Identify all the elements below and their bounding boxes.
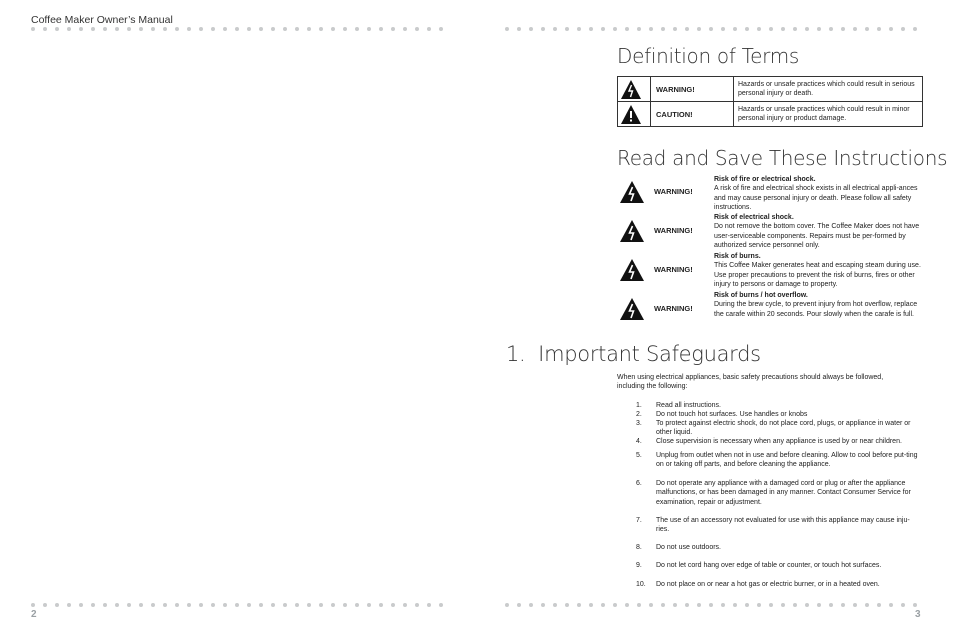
warning-label: WARNING! [654, 265, 693, 274]
list-item: Do not let cord hang over edge of table or counter, or touch hot surfaces. [656, 562, 882, 569]
definitions-heading: Definition of Terms [617, 44, 800, 68]
definition-row-caution [618, 102, 923, 127]
dot-divider [505, 27, 925, 33]
warning-title: Risk of fire or electrical shock. [714, 176, 816, 183]
dot-divider [31, 27, 451, 33]
list-item-number: 4. [636, 438, 642, 445]
page-number-right: 3 [915, 609, 921, 620]
list-item-number: 7. [636, 517, 642, 524]
list-item-number: 1. [636, 402, 642, 409]
safeguards-intro: When using electrical appliances, basic safety precautions should always be followed, including the following: [617, 374, 884, 390]
warning-label: WARNING! [654, 304, 693, 313]
definition-text: Hazards or unsafe practices which could result in minor personal injury or product damage. [734, 102, 923, 127]
list-item-number: 10. [636, 581, 646, 588]
dot-divider [505, 603, 925, 609]
warning-text-block [714, 291, 924, 319]
list-item-number: 9. [636, 562, 642, 569]
electric-hazard-icon [620, 220, 644, 247]
warning-text-block [714, 213, 924, 250]
list-item: Close supervision is necessary when any appliance is used by or near children. [656, 438, 902, 445]
list-item: To protect against electric shock, do not place cord, plugs, or appliance in water or other liquid. [656, 420, 911, 437]
warning-label: WARNING! [654, 226, 693, 235]
warning-body: Do not remove the bottom cover. The Coffee Maker does not have user-serviceable components. Repairs must be per-formed by authorized service personnel only. [714, 223, 920, 249]
list-item: Read all instructions. [656, 402, 721, 409]
exclamation-icon [618, 102, 651, 127]
list-item-number: 2. [636, 411, 642, 418]
warning-body: A risk of fire and electrical shock exists in all electrical appli-ances and may cause personal injury or death. Please follow all safety instructions. [714, 185, 918, 211]
warning-text-block [714, 175, 924, 212]
list-item-number: 6. [636, 480, 642, 487]
definition-row-warning [618, 77, 923, 102]
dot-divider [31, 603, 451, 609]
list-item: Do not operate any appliance with a damaged cord or plug or after the appliance malfunctions, or has been damaged in any manner. Contact Consumer Service for examination, repair or adjustment. [656, 480, 911, 506]
warning-text-block [714, 252, 924, 289]
warning-body: During the brew cycle, to prevent injury from hot overflow, replace the carafe within 20 seconds. Pour slowly when the carafe is full. [714, 301, 918, 318]
warning-title: Risk of burns. [714, 253, 761, 260]
list-item: Unplug from outlet when not in use and before cleaning. Allow to cool before put-ting on or taking off parts, and before cleaning the appliance. [656, 452, 918, 469]
list-item: Do not touch hot surfaces. Use handles or knobs [656, 411, 808, 418]
warning-title: Risk of electrical shock. [714, 214, 794, 221]
manual-title: Coffee Maker Owner’s Manual [31, 14, 173, 26]
list-item-number: 5. [636, 452, 642, 459]
electric-hazard-icon [620, 181, 644, 208]
definition-text: Hazards or unsafe practices which could result in serious personal injury or death. [734, 77, 923, 102]
electric-hazard-icon [620, 298, 644, 325]
warning-body: This Coffee Maker generates heat and escaping steam during use. Use proper precautions to prevent the risk of burns, fires or other injury to persons or damage to property. [714, 262, 921, 288]
definition-label: WARNING! [651, 77, 734, 102]
list-item: Do not use outdoors. [656, 544, 721, 551]
warning-title: Risk of burns / hot overflow. [714, 292, 808, 299]
definition-label: CAUTION! [651, 102, 734, 127]
warning-label: WARNING! [654, 187, 693, 196]
page-number-left: 2 [31, 609, 37, 620]
list-item: Do not place on or near a hot gas or electric burner, or in a heated oven. [656, 581, 880, 588]
definitions-table [617, 76, 923, 127]
list-item: The use of an accessory not evaluated for use with this appliance may cause inju-ries. [656, 517, 910, 534]
list-item-number: 8. [636, 544, 642, 551]
electric-hazard-icon [618, 77, 651, 102]
safeguards-heading: 1. Important Safeguards [506, 342, 761, 366]
list-item-number: 3. [636, 420, 642, 427]
electric-hazard-icon [620, 259, 644, 286]
read-save-heading: Read and Save These Instructions [617, 146, 948, 170]
